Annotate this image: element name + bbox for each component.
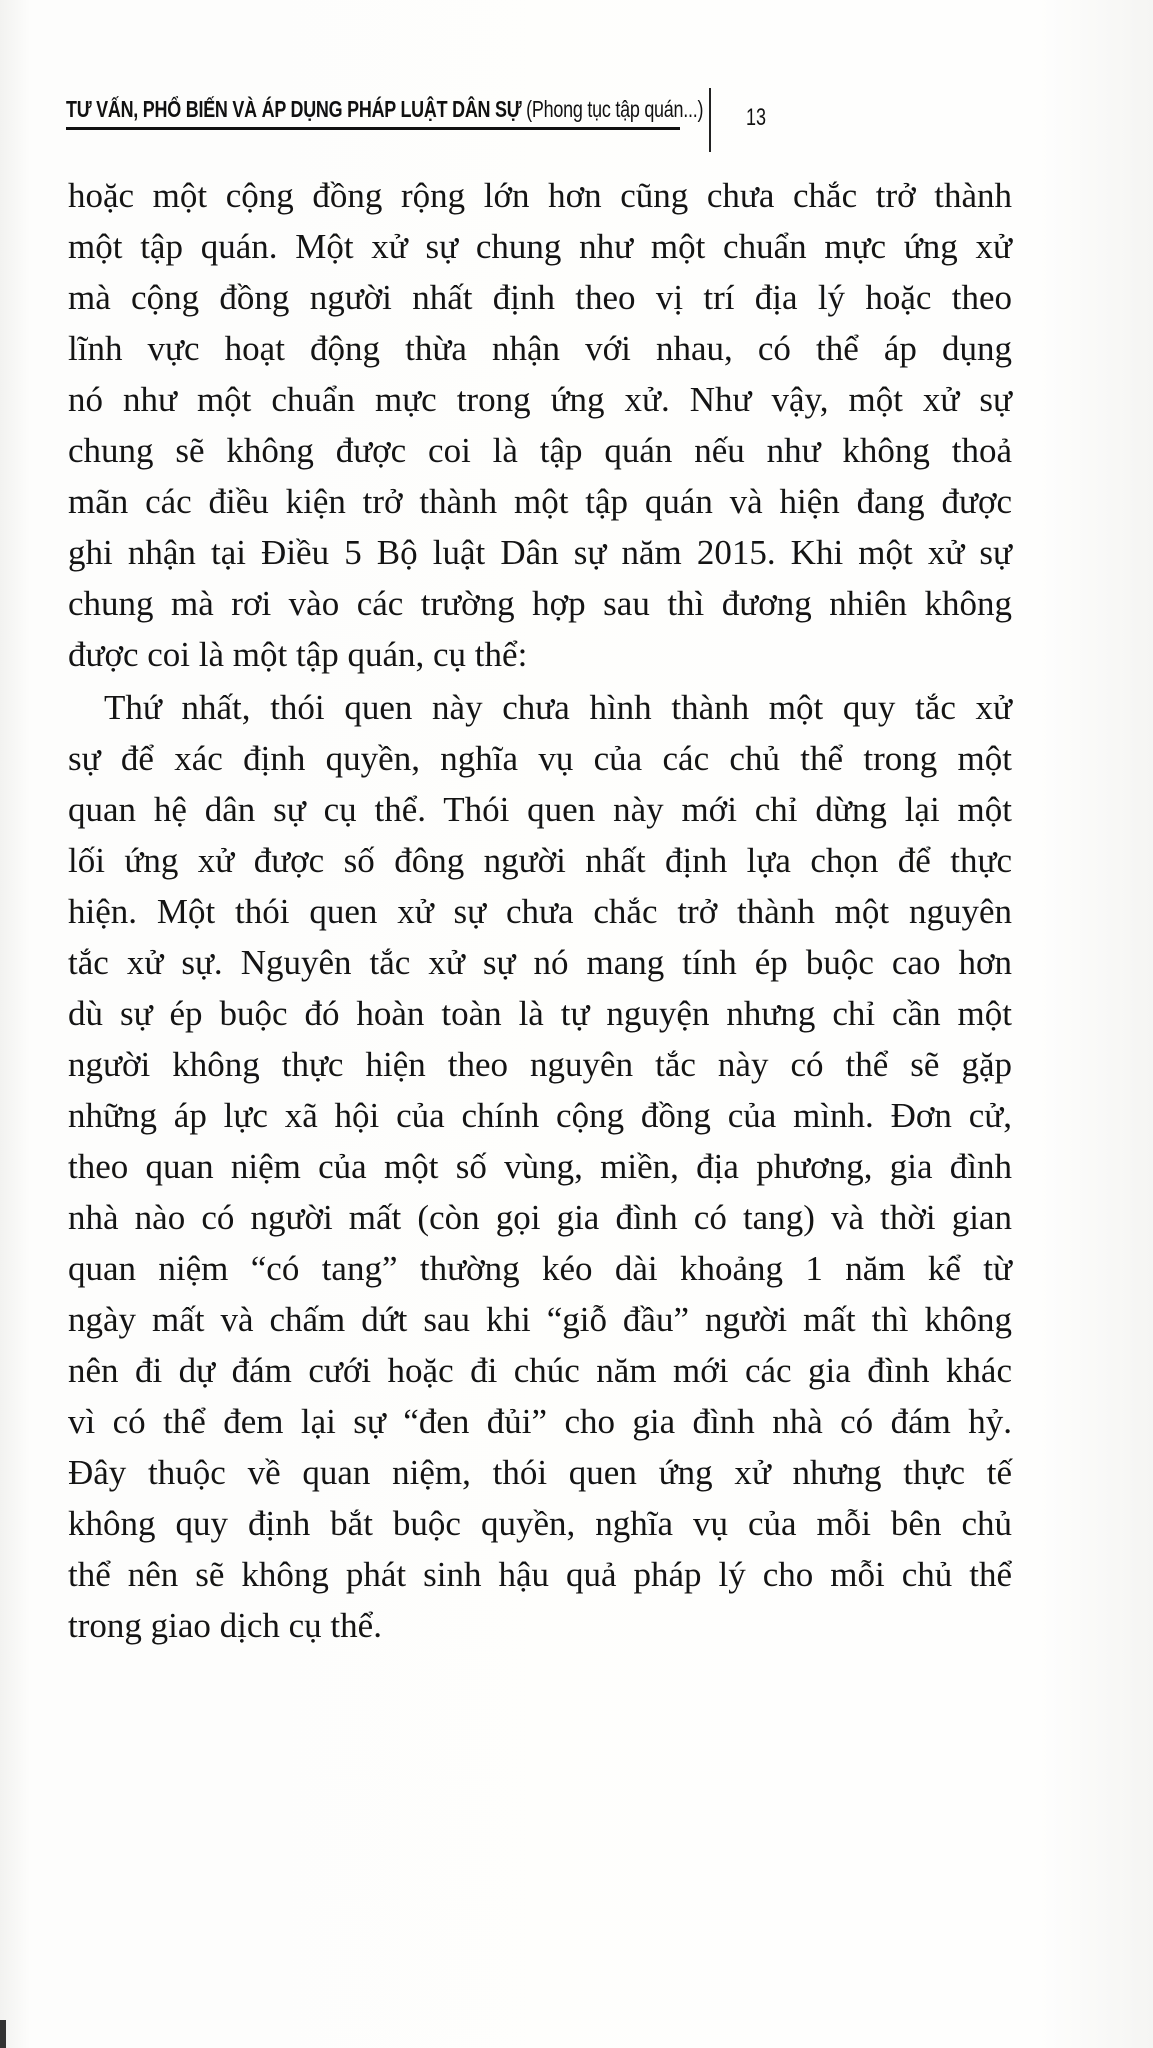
text-line: chung sẽ không được coi là tập quán nếu như không thoả [68,431,1012,470]
text-line: tắc xử sự. Nguyên tắc xử sự nó mang tính ép buộc cao hơn [68,943,1012,982]
text-line: quan hệ dân sự cụ thể. Thói quen này mới chỉ dừng lại một [68,790,1012,829]
text-line: nên đi dự đám cưới hoặc đi chúc năm mới các gia đình khác [68,1351,1012,1390]
text-line: được coi là một tập quán, cụ thể: [68,635,528,674]
text-line: một tập quán. Một xử sự chung như một chuẩn mực ứng xử [68,227,1012,266]
text-line: nó như một chuẩn mực trong ứng xử. Như vậy, một xử sự [68,380,1012,419]
text-line: quan niệm “có tang” thường kéo dài khoảng 1 năm kể từ [68,1249,1012,1288]
header-title [66,96,703,123]
text-line: chung mà rơi vào các trường hợp sau thì đương nhiên không [68,584,1012,623]
text-line: nhà nào có người mất (còn gọi gia đình có tang) và thời gian [68,1198,1012,1237]
page-number: 13 [746,104,767,131]
text-line: lối ứng xử được số đông người nhất định lựa chọn để thực [68,841,1012,880]
text-line: mà cộng đồng người nhất định theo vị trí địa lý hoặc theo [68,278,1012,317]
text-line: hiện. Một thói quen xử sự chưa chắc trở thành một nguyên [68,892,1012,931]
text-line: không quy định bắt buộc quyền, nghĩa vụ của mỗi bên chủ [68,1504,1012,1543]
text-line: trong giao dịch cụ thể. [68,1606,382,1645]
paragraph [68,170,1012,680]
body-text [68,170,1012,1651]
text-line: những áp lực xã hội của chính cộng đồng của mình. Đơn cử, [68,1096,1012,1135]
text-line: người không thực hiện theo nguyên tắc này có thể sẽ gặp [68,1045,1012,1084]
header-subtitle: (Phong tục tập quán...) [526,96,704,122]
header-underline [66,127,680,130]
text-line: Đây thuộc về quan niệm, thói quen ứng xử nhưng thực tế [68,1453,1012,1492]
text-line: ngày mất và chấm dứt sau khi “giỗ đầu” người mất thì không [68,1300,1012,1339]
text-line: sự để xác định quyền, nghĩa vụ của các chủ thể trong một [68,739,1012,778]
text-line: ghi nhận tại Điều 5 Bộ luật Dân sự năm 2015. Khi một xử sự [68,533,1012,572]
text-line: mãn các điều kiện trở thành một tập quán và hiện đang được [68,482,1012,521]
text-line: hoặc một cộng đồng rộng lớn hơn cũng chưa chắc trở thành [68,176,1012,215]
header-title-main: TƯ VẤN, PHỔ BIẾN VÀ ÁP DỤNG PHÁP LUẬT DÂN SỰ [66,96,522,122]
running-header [66,96,896,136]
text-line: thể nên sẽ không phát sinh hậu quả pháp lý cho mỗi chủ thể [68,1555,1012,1594]
text-line: Thứ nhất, thói quen này chưa hình thành một quy tắc xử [104,688,1012,727]
text-line: dù sự ép buộc đó hoàn toàn là tự nguyện nhưng chỉ cần một [68,994,1012,1033]
page-edge-shadow [0,2020,6,2048]
text-line: lĩnh vực hoạt động thừa nhận với nhau, có thể áp dụng [68,329,1012,368]
header-divider [709,88,711,152]
text-line: theo quan niệm của một số vùng, miền, địa phương, gia đình [68,1147,1012,1186]
paragraph [68,682,1012,1651]
text-line: vì có thể đem lại sự “đen đủi” cho gia đình nhà có đám hỷ. [68,1402,1012,1441]
